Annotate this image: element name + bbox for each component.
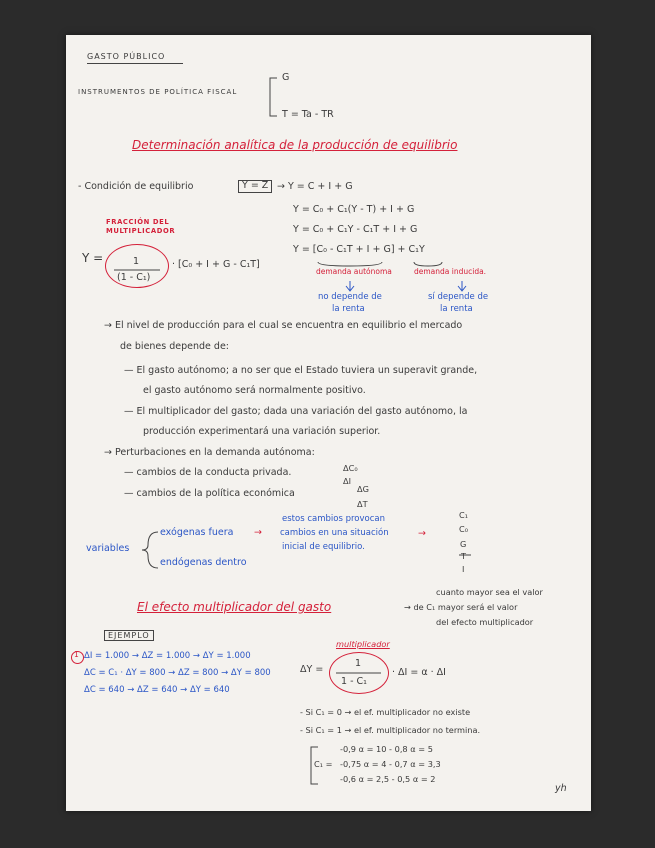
cambio-politica: — cambios de la política económica — [124, 488, 295, 499]
section2-title: El efecto multiplicador del gasto — [137, 600, 332, 614]
fraccion-label-line2: MULTIPLICADOR — [106, 227, 176, 235]
cambios-note-line1: estos cambios provocan — [282, 514, 385, 524]
formula-lhs: ΔY = — [300, 664, 324, 675]
arrow-exogenas-icon: → — [254, 527, 262, 538]
formula-numerator: 1 — [355, 658, 362, 669]
var-c0: C₀ — [459, 524, 468, 534]
variables-label: variables — [86, 543, 130, 554]
bullet2-line2: producción experimentará una variación superior. — [143, 426, 381, 437]
cambios-note-line2: cambios en una situación — [280, 528, 389, 538]
var-g: G — [460, 539, 467, 549]
title-underline — [87, 63, 183, 64]
cambio2-item-t: ΔT — [357, 499, 368, 509]
equation-1: → Y = C + I + G — [277, 181, 353, 192]
instruments-label: INSTRUMENTOS DE POLÍTICA FISCAL — [78, 88, 238, 96]
var-i: I — [462, 564, 465, 574]
mult-lhs: Y = — [82, 251, 104, 265]
demanda-inducida-label: demanda inducida. — [414, 267, 487, 276]
no-depende-line2: la renta — [332, 304, 365, 314]
si-line1: - Si C₁ = 0 → el ef. multiplicador no existe — [300, 707, 471, 717]
instrument-g: G — [282, 72, 290, 83]
c1-label: C₁ = — [314, 759, 333, 769]
fraccion-label-line1: FRACCIÓN DEL — [106, 218, 170, 226]
formula-denominator: 1 - C₁ — [341, 676, 367, 687]
page-title: GASTO PÚBLICO — [87, 52, 166, 61]
section1-title: Determinación analítica de la producción de equilibrio — [132, 138, 458, 152]
nivel-line2: de bienes depende de: — [120, 341, 229, 352]
si-line2: - Si C₁ = 1 → el ef. multiplicador no termina. — [300, 725, 481, 735]
ejemplo-box: EJEMPLO — [104, 630, 154, 641]
example-number: 1 — [74, 650, 79, 659]
endogenas-label: endógenas dentro — [160, 557, 247, 568]
example-line1: ΔI = 1.000 → ΔZ = 1.000 → ΔY = 1.000 — [84, 651, 251, 661]
si-depende-line2: la renta — [440, 304, 473, 314]
var-t: T — [461, 551, 467, 561]
efecto-note-line3: del efecto multiplicador — [436, 617, 534, 627]
no-depende-line1: no depende de — [318, 292, 382, 302]
multiplicador-label: multiplicador — [336, 639, 390, 649]
condition-label: - Condición de equilibrio — [78, 181, 194, 192]
example-line2: ΔC = C₁ · ΔY = 800 → ΔZ = 800 → ΔY = 800 — [84, 668, 271, 678]
arrow-vars-icon: → — [418, 528, 426, 539]
cambio1-item-i: ΔI — [343, 476, 352, 486]
demanda-autonoma-label: demanda autónoma — [316, 267, 392, 276]
bullet2-line1: — El multiplicador del gasto; dada una variación del gasto autónomo, la — [124, 406, 468, 417]
bullet1-line2: el gasto autónomo será normalmente positivo. — [143, 385, 366, 396]
formula-rhs: · ΔI = α · ΔI — [392, 667, 446, 678]
cambios-note-line3: inicial de equilibrio. — [282, 542, 365, 552]
equation-4: Y = [C₀ - C₁T + I + G] + C₁Y — [293, 244, 425, 255]
instrument-t: T = Ta - TR — [282, 109, 334, 120]
si-depende-line1: sí depende de — [428, 292, 489, 302]
efecto-note-line1: cuanto mayor sea el valor — [436, 587, 543, 597]
mult-numerator: 1 — [133, 256, 140, 267]
cambio1-item-c0: ΔC₀ — [343, 463, 358, 473]
efecto-note-line2: → de C₁ mayor será el valor — [404, 602, 518, 612]
example-line3: ΔC = 640 → ΔZ = 640 → ΔY = 640 — [84, 685, 230, 695]
c1-row2: -0,75 α = 4 - 0,7 α = 3,3 — [340, 759, 441, 769]
bullet1-line1: — El gasto autónomo; a no ser que el Estado tuviera un superavit grande, — [124, 365, 478, 376]
exogenas-label: exógenas fuera — [160, 527, 234, 538]
c1-row3: -0,6 α = 2,5 - 0,5 α = 2 — [340, 774, 436, 784]
cambio-privado: — cambios de la conducta privada. — [124, 467, 292, 478]
signature: yh — [555, 783, 567, 794]
cambio2-item-g: ΔG — [357, 484, 369, 494]
equation-2: Y = C₀ + C₁(Y - T) + I + G — [293, 204, 415, 215]
nivel-line1: → El nivel de producción para el cual se encuentra en equilibrio el mercado — [104, 320, 463, 331]
var-c1: C₁ — [459, 510, 468, 520]
mult-denominator: (1 - C₁) — [117, 272, 151, 283]
c1-row1: -0,9 α = 10 - 0,8 α = 5 — [340, 744, 433, 754]
equation-3: Y = C₀ + C₁Y - C₁T + I + G — [293, 224, 418, 235]
mult-rhs: · [C₀ + I + G - C₁T] — [172, 259, 260, 270]
condition-box: Y = Z — [238, 180, 272, 193]
perturbaciones-heading: → Perturbaciones en la demanda autónoma: — [104, 447, 315, 458]
